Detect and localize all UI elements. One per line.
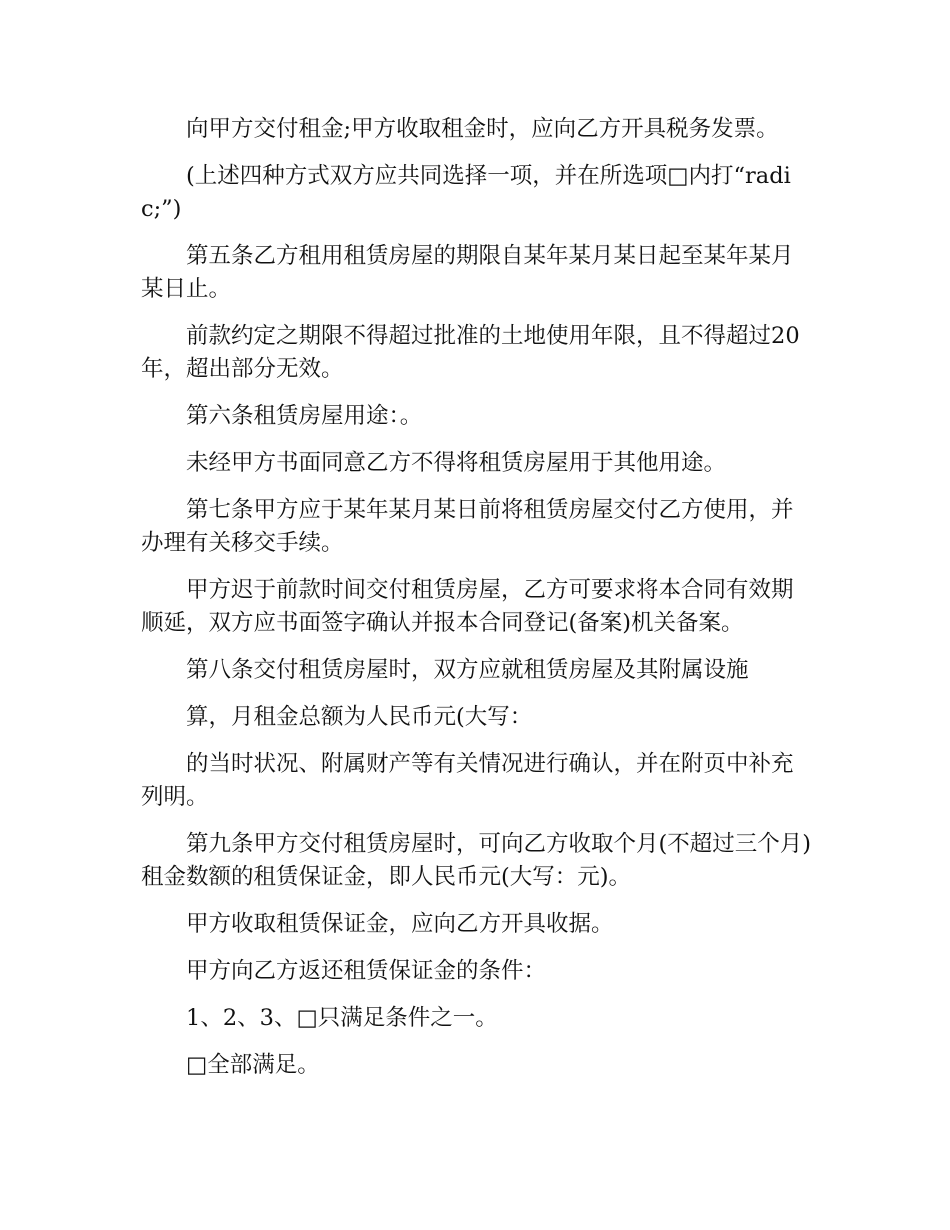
paragraph: 甲方迟于前款时间交付租赁房屋，乙方可要求将本合同有效期顺延，双方应书面签字确认并报本合同登记(备案)机关备案。 bbox=[141, 577, 794, 636]
paragraph: □全部满足。 bbox=[186, 1052, 320, 1078]
paragraph: 前款约定之期限不得超过批准的土地使用年限，且不得超过20年，超出部分无效。 bbox=[141, 323, 800, 382]
paragraph: (上述四种方式双方应共同选择一项，并在所选项□内打“radic;”) bbox=[141, 163, 791, 222]
document-page bbox=[141, 113, 813, 1096]
paragraph: 第七条甲方应于某年某月某日前将租赁房屋交付乙方使用，并办理有关移交手续。 bbox=[141, 497, 794, 556]
paragraph: 第五条乙方租用租赁房屋的期限自某年某月某日起至某年某月某日止。 bbox=[141, 243, 794, 302]
paragraph: 1、2、3、□只满足条件之一。 bbox=[186, 1005, 498, 1031]
paragraph: 第六条租赁房屋用途：。 bbox=[186, 403, 423, 429]
paragraph: 算，月租金总额为人民币元(大写： bbox=[186, 704, 533, 730]
paragraph: 甲方收取租赁保证金，应向乙方开具收据。 bbox=[186, 911, 614, 937]
paragraph: 第八条交付租赁房屋时，双方应就租赁房屋及其附属设施 bbox=[186, 657, 749, 683]
paragraph: 的当时状况、附属财产等有关情况进行确认，并在附页中补充列明。 bbox=[141, 751, 794, 810]
paragraph: 甲方向乙方返还租赁保证金的条件： bbox=[186, 958, 547, 984]
paragraph: 未经甲方书面同意乙方不得将租赁房屋用于其他用途。 bbox=[186, 450, 727, 476]
paragraph: 向甲方交付租金;甲方收取租金时，应向乙方开具税务发票。 bbox=[186, 116, 779, 142]
paragraph: 第九条甲方交付租赁房屋时，可向乙方收取个月(不超过三个月)租金数额的租赁保证金，即人民币元(大写：元)。 bbox=[141, 831, 812, 890]
